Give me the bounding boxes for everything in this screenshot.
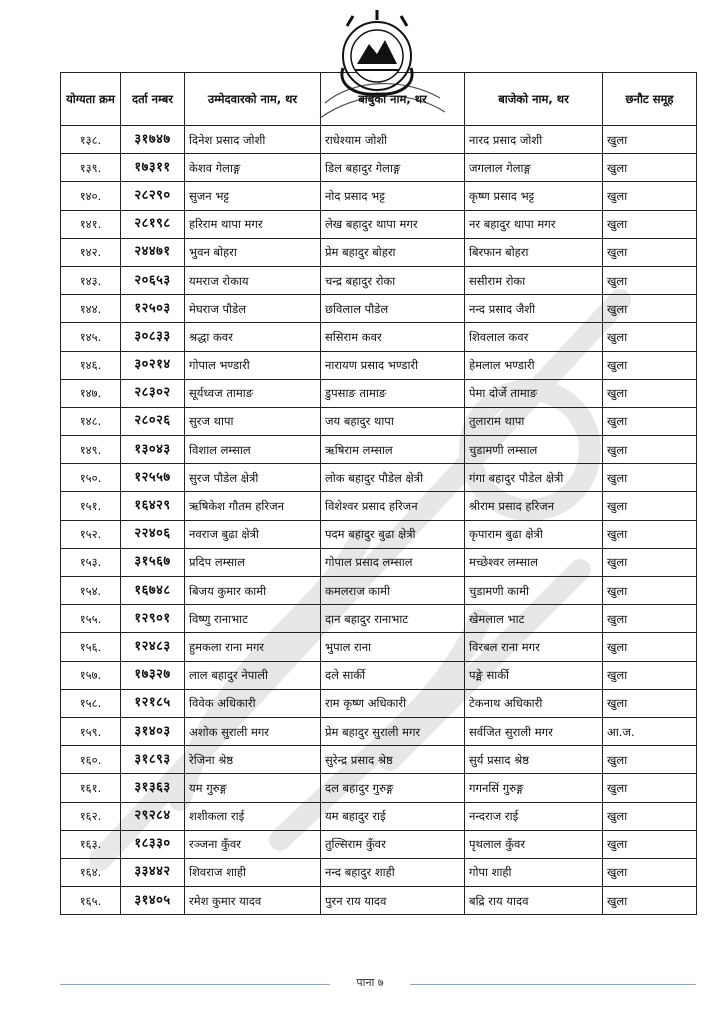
grandfather-name: पङ्मे सार्की	[465, 661, 603, 689]
father-name: तुल्सिराम कुँवर	[321, 830, 465, 858]
merit-number: १४३.	[61, 266, 121, 294]
table-row	[61, 464, 697, 492]
selection-group: खुला	[603, 774, 697, 802]
merit-number: १६५.	[61, 887, 121, 915]
father-name: नोद प्रसाद भट्ट	[321, 182, 465, 210]
grandfather-name: खेमलाल भाट	[465, 605, 603, 633]
selection-group: खुला	[603, 126, 697, 154]
grandfather-name: गंगा बहादुर पौडेल क्षेत्री	[465, 464, 603, 492]
selection-group: खुला	[603, 266, 697, 294]
registration-number: १६७४८	[121, 577, 185, 605]
table-row	[61, 351, 697, 379]
father-name: नन्द बहादुर शाही	[321, 858, 465, 886]
registration-number: ३१३६३	[121, 774, 185, 802]
candidate-name: हुमकला राना मगर	[185, 633, 321, 661]
father-name: प्रेम बहादुर सुराली मगर	[321, 717, 465, 745]
selection-group: खुला	[603, 746, 697, 774]
selection-group: खुला	[603, 351, 697, 379]
father-name: राधेश्याम जोशी	[321, 126, 465, 154]
merit-number: १५९.	[61, 717, 121, 745]
father-name: यम बहादुर राई	[321, 802, 465, 830]
registration-number: १२१८५	[121, 689, 185, 717]
table-row	[61, 492, 697, 520]
candidate-name: लाल बहादुर नेपाली	[185, 661, 321, 689]
table-row	[61, 520, 697, 548]
table-row	[61, 830, 697, 858]
candidate-name: हरिराम थापा मगर	[185, 210, 321, 238]
registration-number: २२४०६	[121, 520, 185, 548]
grandfather-name: बिरफान बोहरा	[465, 238, 603, 266]
grandfather-name: टेकनाथ अधिकारी	[465, 689, 603, 717]
table-row	[61, 577, 697, 605]
candidate-name: बिजय कुमार कामी	[185, 577, 321, 605]
header-registration: दर्ता नम्बर	[121, 73, 185, 126]
registration-number: ३१४०५	[121, 887, 185, 915]
father-name: ऋषिराम लम्साल	[321, 436, 465, 464]
father-name: भुपाल राना	[321, 633, 465, 661]
grandfather-name: पृथलाल कुँवर	[465, 830, 603, 858]
grandfather-name: जगलाल गेलाङ्ग	[465, 154, 603, 182]
merit-number: १५०.	[61, 464, 121, 492]
grandfather-name: चुडामणी कामी	[465, 577, 603, 605]
table-row	[61, 436, 697, 464]
candidate-name: विष्णु रानाभाट	[185, 605, 321, 633]
selection-group: खुला	[603, 548, 697, 576]
candidate-name: शशीकला राई	[185, 802, 321, 830]
registration-number: २९२८४	[121, 802, 185, 830]
registration-number: १२५५७	[121, 464, 185, 492]
selection-group: खुला	[603, 858, 697, 886]
registration-number: ३१७४७	[121, 126, 185, 154]
registration-number: २८३०२	[121, 379, 185, 407]
candidate-name: सुजन भट्ट	[185, 182, 321, 210]
candidate-name: गोपाल भण्डारी	[185, 351, 321, 379]
registration-number: ३१५६७	[121, 548, 185, 576]
father-name: पुरन राय यादव	[321, 887, 465, 915]
selection-group: खुला	[603, 238, 697, 266]
candidate-name: यमराज रोकाय	[185, 266, 321, 294]
candidate-name: रेजिना श्रेष्ठ	[185, 746, 321, 774]
registration-number: १६४२९	[121, 492, 185, 520]
government-emblem-seal	[305, 8, 455, 128]
grandfather-name: बद्रि राय यादव	[465, 887, 603, 915]
selection-group: खुला	[603, 661, 697, 689]
registration-number: ३१४०३	[121, 717, 185, 745]
grandfather-name: पेमा दोर्जे तामाङ	[465, 379, 603, 407]
father-name: लोक बहादुर पौडेल क्षेत्री	[321, 464, 465, 492]
merit-number: १५१.	[61, 492, 121, 520]
father-name: दले सार्की	[321, 661, 465, 689]
page-number: पाना ७	[356, 976, 384, 989]
merit-number: १४७.	[61, 379, 121, 407]
candidate-name: शिवराज शाही	[185, 858, 321, 886]
grandfather-name: ससीराम रोका	[465, 266, 603, 294]
candidate-name: श्रद्धा कवर	[185, 323, 321, 351]
selection-group: खुला	[603, 802, 697, 830]
father-name: विशेश्वर प्रसाद हरिजन	[321, 492, 465, 520]
candidate-name: सुरज थापा	[185, 407, 321, 435]
father-name: राम कृष्ण अधिकारी	[321, 689, 465, 717]
registration-number: १२५०३	[121, 295, 185, 323]
father-name: ससिराम कवर	[321, 323, 465, 351]
grandfather-name: मच्छेश्वर लम्साल	[465, 548, 603, 576]
father-name: पदम बहादुर बुढा क्षेत्री	[321, 520, 465, 548]
father-name: छविलाल पौडेल	[321, 295, 465, 323]
grandfather-name: गोपा शाही	[465, 858, 603, 886]
table-row	[61, 605, 697, 633]
table-row	[61, 774, 697, 802]
father-name: गोपाल प्रसाद लम्साल	[321, 548, 465, 576]
registration-number: ३०८३३	[121, 323, 185, 351]
header-candidate-name: उम्मेदवारको नाम, थर	[185, 73, 321, 126]
selection-group: खुला	[603, 182, 697, 210]
registration-number: ३०२१४	[121, 351, 185, 379]
merit-number: १४४.	[61, 295, 121, 323]
footer-divider-right	[410, 984, 696, 985]
grandfather-name: गगनसिं गुरुङ्ग	[465, 774, 603, 802]
selection-group: खुला	[603, 633, 697, 661]
candidate-name: विशाल लम्साल	[185, 436, 321, 464]
grandfather-name: कृष्ण प्रसाद भट्ट	[465, 182, 603, 210]
selection-group: खुला	[603, 464, 697, 492]
merit-number: १६०.	[61, 746, 121, 774]
merit-number: १४९.	[61, 436, 121, 464]
selection-group: खुला	[603, 887, 697, 915]
merit-number: १६३.	[61, 830, 121, 858]
grandfather-name: कृपाराम बुढा क्षेत्री	[465, 520, 603, 548]
grandfather-name: नारद प्रसाद जोशी	[465, 126, 603, 154]
candidate-name: ऋषिकेश गौतम हरिजन	[185, 492, 321, 520]
table-row	[61, 379, 697, 407]
registration-number: १७३२७	[121, 661, 185, 689]
merit-list-table	[60, 72, 697, 915]
table-row	[61, 746, 697, 774]
table-row	[61, 295, 697, 323]
merit-number: १६१.	[61, 774, 121, 802]
table-row	[61, 126, 697, 154]
father-name: लेख बहादुर थापा मगर	[321, 210, 465, 238]
merit-number: १६२.	[61, 802, 121, 830]
father-name: डिल बहादुर गेलाङ्ग	[321, 154, 465, 182]
father-name: जय बहादुर थापा	[321, 407, 465, 435]
table-row	[61, 210, 697, 238]
selection-group: खुला	[603, 577, 697, 605]
merit-number: १४२.	[61, 238, 121, 266]
registration-number: ३३४४२	[121, 858, 185, 886]
selection-group: खुला	[603, 379, 697, 407]
merit-number: १५६.	[61, 633, 121, 661]
selection-group: खुला	[603, 830, 697, 858]
selection-group: खुला	[603, 605, 697, 633]
registration-number: २८२९०	[121, 182, 185, 210]
selection-group: खुला	[603, 689, 697, 717]
candidate-name: प्रदिप लम्साल	[185, 548, 321, 576]
father-name: दल बहादुर गुरुङ्ग	[321, 774, 465, 802]
merit-number: १३९.	[61, 154, 121, 182]
registration-number: २०६५३	[121, 266, 185, 294]
registration-number: १३०४३	[121, 436, 185, 464]
table-row	[61, 407, 697, 435]
grandfather-name: विरबल राना मगर	[465, 633, 603, 661]
table-row	[61, 154, 697, 182]
grandfather-name: सर्वजित सुराली मगर	[465, 717, 603, 745]
merit-number: १५८.	[61, 689, 121, 717]
table-row	[61, 182, 697, 210]
father-name: डुपसाङ तामाङ	[321, 379, 465, 407]
father-name: चन्द्र बहादुर रोका	[321, 266, 465, 294]
selection-group: खुला	[603, 295, 697, 323]
table-row	[61, 548, 697, 576]
registration-number: ३१८९३	[121, 746, 185, 774]
candidate-name: सुरज पौडेल क्षेत्री	[185, 464, 321, 492]
registration-number: १७३११	[121, 154, 185, 182]
registration-number: १२९०१	[121, 605, 185, 633]
table-row	[61, 266, 697, 294]
table-row	[61, 689, 697, 717]
registration-number: २४४७१	[121, 238, 185, 266]
candidate-name: विवेक अधिकारी	[185, 689, 321, 717]
grandfather-name: शिवलाल कवर	[465, 323, 603, 351]
grandfather-name: श्रीराम प्रसाद हरिजन	[465, 492, 603, 520]
candidate-name: केशव गेलाङ्ग	[185, 154, 321, 182]
registration-number: २८०२६	[121, 407, 185, 435]
grandfather-name: हेमलाल भण्डारी	[465, 351, 603, 379]
registration-number: १८३३०	[121, 830, 185, 858]
merit-number: १४०.	[61, 182, 121, 210]
selection-group: खुला	[603, 436, 697, 464]
registration-number: १२४८३	[121, 633, 185, 661]
candidate-name: यम गुरुङ्ग	[185, 774, 321, 802]
grandfather-name: तुलाराम थापा	[465, 407, 603, 435]
header-selection-group: छनौट समूह	[603, 73, 697, 126]
grandfather-name: नर बहादुर थापा मगर	[465, 210, 603, 238]
candidate-name: अशोक सुराली मगर	[185, 717, 321, 745]
selection-group: खुला	[603, 492, 697, 520]
father-name: दान बहादुर रानाभाट	[321, 605, 465, 633]
registration-number: २८१९८	[121, 210, 185, 238]
header-merit: योग्यता क्रम	[61, 73, 121, 126]
table-row	[61, 633, 697, 661]
grandfather-name: सुर्य प्रसाद श्रेष्ठ	[465, 746, 603, 774]
merit-number: १४८.	[61, 407, 121, 435]
selection-group: खुला	[603, 154, 697, 182]
table-row	[61, 717, 697, 745]
candidate-name: दिनेश प्रसाद जोशी	[185, 126, 321, 154]
candidate-name: नवराज बुढा क्षेत्री	[185, 520, 321, 548]
selection-group: आ.ज.	[603, 717, 697, 745]
table-row	[61, 238, 697, 266]
table-row	[61, 323, 697, 351]
merit-number: १४५.	[61, 323, 121, 351]
merit-number: १६४.	[61, 858, 121, 886]
candidate-name: रमेश कुमार यादव	[185, 887, 321, 915]
table-row	[61, 858, 697, 886]
selection-group: खुला	[603, 323, 697, 351]
merit-number: १४६.	[61, 351, 121, 379]
merit-number: १५२.	[61, 520, 121, 548]
merit-number: १४१.	[61, 210, 121, 238]
footer-divider-left	[60, 984, 330, 985]
table-row	[61, 802, 697, 830]
candidate-name: सूर्यध्वज तामाङ	[185, 379, 321, 407]
merit-number: १३८.	[61, 126, 121, 154]
candidate-name: भुवन बोहरा	[185, 238, 321, 266]
table-row	[61, 661, 697, 689]
candidate-name: मेघराज पौडेल	[185, 295, 321, 323]
merit-number: १५५.	[61, 605, 121, 633]
selection-group: खुला	[603, 407, 697, 435]
candidate-name: रञ्जना कुँवर	[185, 830, 321, 858]
father-name: नारायण प्रसाद भण्डारी	[321, 351, 465, 379]
grandfather-name: नन्द प्रसाद जैशी	[465, 295, 603, 323]
father-name: सुरेन्द्र प्रसाद श्रेष्ठ	[321, 746, 465, 774]
grandfather-name: नन्दराज राई	[465, 802, 603, 830]
header-father-name: बाबुको नाम, थर	[321, 73, 465, 126]
table-row	[61, 887, 697, 915]
merit-number: १५४.	[61, 577, 121, 605]
merit-number: १५७.	[61, 661, 121, 689]
father-name: कमलराज कामी	[321, 577, 465, 605]
merit-number: १५३.	[61, 548, 121, 576]
grandfather-name: चुडामणी लम्साल	[465, 436, 603, 464]
header-grandfather-name: बाजेको नाम, थर	[465, 73, 603, 126]
selection-group: खुला	[603, 210, 697, 238]
father-name: प्रेम बहादुर बोहरा	[321, 238, 465, 266]
selection-group: खुला	[603, 520, 697, 548]
